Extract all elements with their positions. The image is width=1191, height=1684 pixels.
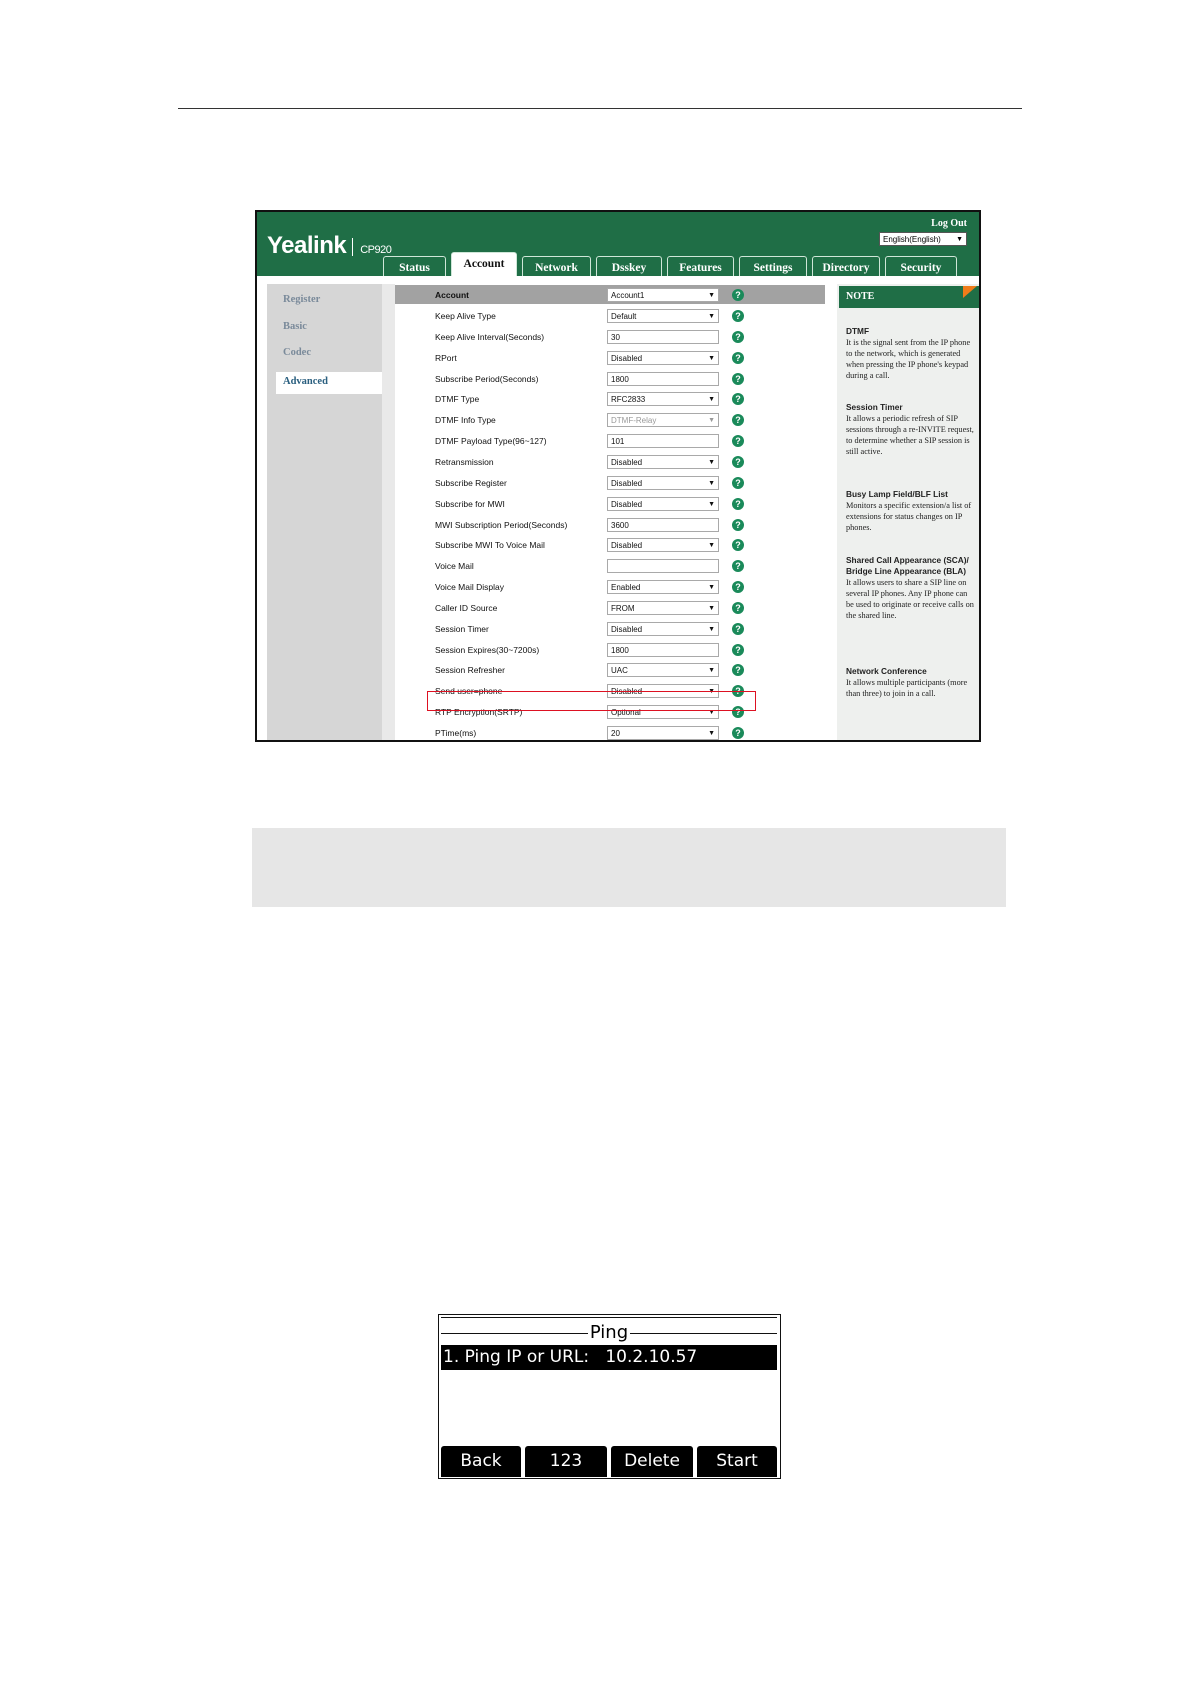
row-value: 30: [611, 332, 620, 342]
row-label: Session Expires(30~7200s): [435, 644, 540, 655]
row-select[interactable]: [607, 580, 719, 594]
row-input-field[interactable]: [607, 434, 719, 448]
chevron-down-icon: ▼: [708, 542, 715, 550]
tab-security[interactable]: Security: [885, 256, 957, 276]
chevron-down-icon: ▼: [708, 709, 715, 717]
help-icon[interactable]: ?: [732, 352, 744, 364]
help-icon[interactable]: ?: [732, 519, 744, 531]
chevron-down-icon: ▼: [956, 236, 963, 243]
row-label: MWI Subscription Period(Seconds): [435, 519, 568, 530]
account-label: Account: [435, 290, 469, 300]
row-value: RFC2833: [611, 395, 646, 405]
help-icon[interactable]: ?: [732, 477, 744, 489]
row-select[interactable]: [607, 309, 719, 323]
phone-lcd-screenshot: [438, 1314, 781, 1479]
row-select[interactable]: [607, 476, 719, 490]
help-icon[interactable]: ?: [732, 456, 744, 468]
row-select[interactable]: [607, 663, 719, 677]
top-bar: [257, 212, 979, 276]
chevron-down-icon: ▼: [708, 688, 715, 696]
chevron-down-icon: ▼: [708, 625, 715, 633]
sidebar-item-codec[interactable]: Codec: [283, 347, 311, 358]
row-label: RPort: [435, 352, 457, 363]
help-icon[interactable]: ?: [732, 560, 744, 572]
row-value: Disabled: [611, 541, 643, 551]
row-input-field[interactable]: [607, 518, 719, 532]
123-softkey[interactable]: 123: [525, 1446, 607, 1477]
chevron-down-icon: ▼: [708, 500, 715, 508]
help-icon[interactable]: ?: [732, 727, 744, 739]
row-select[interactable]: [607, 455, 719, 469]
row-value: FROM: [611, 603, 635, 613]
chevron-down-icon: ▼: [708, 292, 715, 299]
tab-account[interactable]: Account: [451, 252, 517, 276]
row-input-field[interactable]: [607, 372, 719, 386]
help-icon[interactable]: ?: [732, 414, 744, 426]
language-select[interactable]: [879, 232, 967, 246]
row-select[interactable]: [607, 538, 719, 552]
delete-softkey[interactable]: Delete: [611, 1446, 693, 1477]
chevron-down-icon: ▼: [708, 458, 715, 466]
row-label: RTP Encryption(SRTP): [435, 707, 523, 718]
note-sca: [846, 555, 974, 621]
lcd-top-rule: [441, 1317, 777, 1318]
row-value: Disabled: [611, 478, 643, 488]
chevron-down-icon: ▼: [708, 396, 715, 404]
back-softkey[interactable]: Back: [441, 1446, 521, 1477]
content-gutter: [382, 284, 395, 742]
row-value: 20: [611, 729, 620, 738]
help-icon[interactable]: ?: [732, 685, 744, 697]
language-value: English(English): [883, 235, 941, 244]
row-label: DTMF Type: [435, 394, 480, 405]
tab-network[interactable]: Network: [522, 256, 591, 276]
note-text: It is the signal sent from the IP phone to the network, which is generated when pressing the IP phone's keypad during a call.: [846, 338, 971, 380]
note-network-conference: [846, 666, 974, 699]
account-select[interactable]: [607, 288, 719, 302]
row-value: Optional: [611, 708, 641, 718]
row-value: 1800: [611, 374, 629, 384]
help-icon[interactable]: ?: [732, 623, 744, 635]
help-icon[interactable]: ?: [732, 393, 744, 405]
row-label: Retransmission: [435, 456, 494, 467]
help-icon[interactable]: ?: [732, 581, 744, 593]
note-session-timer: [846, 402, 974, 457]
note-text: It allows multiple participants (more than three) to join in a call.: [846, 678, 968, 698]
note-text: Monitors a specific extension/a list of extensions for status changes on IP phones.: [846, 501, 972, 532]
row-value: Disabled: [611, 624, 643, 634]
help-icon[interactable]: ?: [732, 664, 744, 676]
row-label: PTime(ms): [435, 728, 477, 738]
row-select: [607, 413, 719, 427]
tab-status[interactable]: Status: [383, 256, 446, 276]
sidebar-item-advanced[interactable]: Advanced: [283, 376, 328, 387]
model-label: CP920: [360, 244, 392, 256]
note-heading: Busy Lamp Field/BLF List: [846, 489, 948, 499]
help-icon[interactable]: ?: [732, 435, 744, 447]
chevron-down-icon: ▼: [708, 667, 715, 675]
note-text: It allows users to share a SIP line on several IP phones. Any IP phone can be used to originate or receive calls on the shared line.: [846, 578, 974, 620]
row-select[interactable]: [607, 351, 719, 365]
note-blf: [846, 489, 974, 533]
row-label: Session Refresher: [435, 665, 505, 676]
start-softkey[interactable]: Start: [697, 1446, 777, 1477]
row-value: Disabled: [611, 353, 643, 363]
row-input-field[interactable]: [607, 559, 719, 573]
row-value: UAC: [611, 666, 628, 676]
row-value: DTMF-Relay: [611, 416, 657, 426]
help-icon[interactable]: ?: [732, 644, 744, 656]
chevron-down-icon: ▼: [708, 604, 715, 612]
row-value: Default: [611, 312, 637, 321]
row-select[interactable]: [607, 726, 719, 740]
help-icon[interactable]: ?: [732, 539, 744, 551]
row-value: Enabled: [611, 583, 641, 593]
row-select[interactable]: [607, 392, 719, 406]
lcd-title: [439, 1322, 779, 1343]
sidebar-item-basic[interactable]: Basic: [283, 321, 307, 332]
row-value: Disabled: [611, 457, 643, 467]
row-value: Disabled: [611, 499, 643, 509]
chevron-down-icon: ▼: [708, 354, 715, 362]
row-label: Keep Alive Type: [435, 311, 496, 321]
tab-dsskey[interactable]: Dsskey: [596, 256, 662, 276]
row-label: Voice Mail Display: [435, 582, 504, 593]
row-label: Subscribe Period(Seconds): [435, 373, 539, 384]
note-heading: DTMF: [846, 326, 870, 336]
chevron-down-icon: ▼: [708, 417, 715, 425]
note-corner-icon: [963, 286, 977, 298]
note-heading: Network Conference: [846, 666, 927, 676]
row-select[interactable]: [607, 601, 719, 615]
row-select[interactable]: [607, 497, 719, 511]
chevron-down-icon: ▼: [708, 730, 715, 737]
row-value: 3600: [611, 520, 629, 530]
row-value: 1800: [611, 645, 629, 655]
page-header-rule: [178, 108, 1022, 109]
account-select-value: Account1: [611, 291, 645, 300]
logo-text: Yealink: [267, 232, 347, 259]
ping-ip-item[interactable]: 1. Ping IP or URL: 10.2.10.57: [441, 1345, 777, 1370]
chevron-down-icon: ▼: [708, 479, 715, 487]
chevron-down-icon: ▼: [708, 313, 715, 320]
help-icon[interactable]: ?: [732, 498, 744, 510]
tab-settings[interactable]: Settings: [739, 256, 807, 276]
row-label: Caller ID Source: [435, 602, 498, 613]
note-text: It allows a periodic refresh of SIP sessions through a re-INVITE request, to determine whether a SIP session is still active.: [846, 414, 974, 456]
row-label: DTMF Info Type: [435, 415, 496, 426]
row-label: Session Timer: [435, 623, 489, 634]
row-input-field[interactable]: [607, 643, 719, 657]
row-label: Send user=phone: [435, 686, 503, 697]
row-value: 101: [611, 437, 625, 447]
note-heading: Shared Call Appearance (SCA)/ Bridge Line Appearance (BLA): [846, 555, 969, 576]
row-label: Subscribe for MWI: [435, 498, 505, 509]
help-icon[interactable]: ?: [732, 602, 744, 614]
row-select[interactable]: [607, 622, 719, 636]
lcd-title-text: Ping: [589, 1322, 629, 1343]
sidebar-item-register[interactable]: Register: [283, 294, 321, 305]
row-label: Keep Alive Interval(Seconds): [435, 331, 545, 342]
help-icon[interactable]: ?: [732, 331, 744, 343]
note-title: NOTE: [839, 286, 979, 308]
row-value: Disabled: [611, 687, 643, 697]
tab-features[interactable]: Features: [667, 256, 734, 276]
row-label: DTMF Payload Type(96~127): [435, 436, 547, 447]
yealink-logo: [267, 232, 391, 260]
row-label: Voice Mail: [435, 561, 474, 572]
note-heading: Session Timer: [846, 402, 903, 412]
chevron-down-icon: ▼: [708, 584, 715, 592]
row-input-field[interactable]: [607, 330, 719, 344]
help-icon[interactable]: ?: [732, 706, 744, 718]
help-icon[interactable]: ?: [732, 373, 744, 385]
web-ui-screenshot: [255, 210, 981, 742]
highlight-box: [427, 691, 756, 711]
logout-link[interactable]: Log Out: [931, 218, 967, 229]
help-icon[interactable]: ?: [732, 310, 744, 322]
row-label: Subscribe MWI To Voice Mail: [435, 540, 545, 551]
note-band: [252, 828, 1006, 907]
tab-directory[interactable]: Directory: [812, 256, 880, 276]
softkey-bar: [441, 1446, 779, 1477]
note-dtmf: [846, 326, 974, 381]
row-label: Subscribe Register: [435, 477, 507, 488]
help-icon[interactable]: ?: [732, 289, 744, 301]
